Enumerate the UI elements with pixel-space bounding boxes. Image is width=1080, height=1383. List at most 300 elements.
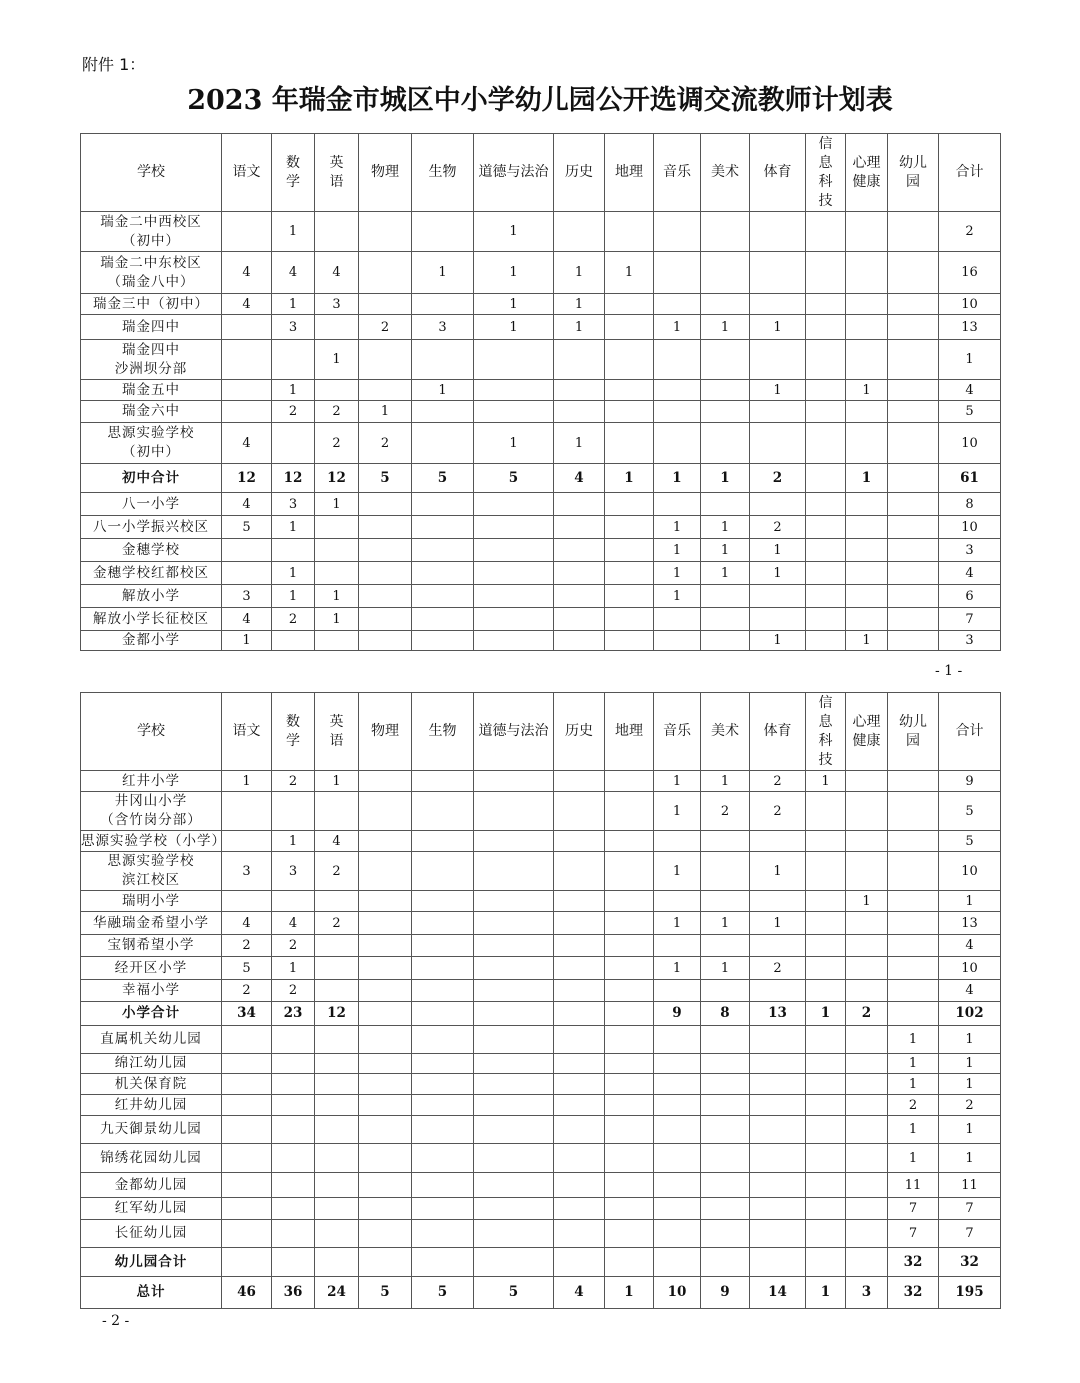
cell-value: 8 <box>939 493 1001 516</box>
cell-value <box>846 1248 888 1277</box>
cell-value <box>272 1116 315 1144</box>
school-name: 思源实验学校 （初中） <box>81 423 222 464</box>
cell-value <box>888 852 939 891</box>
cell-value <box>272 539 315 562</box>
cell-value <box>554 401 605 423</box>
cell-value <box>701 1198 750 1220</box>
cell-value <box>806 464 846 493</box>
cell-value <box>554 980 605 1002</box>
cell-value <box>222 539 272 562</box>
table-row <box>81 380 1001 401</box>
cell-value <box>654 1074 701 1095</box>
cell-value <box>554 1220 605 1248</box>
cell-value <box>846 585 888 608</box>
table-row <box>81 912 1001 935</box>
cell-value <box>412 1220 474 1248</box>
cell-value <box>474 340 554 380</box>
cell-value <box>750 423 806 464</box>
table-row <box>81 957 1001 980</box>
cell-value <box>750 1248 806 1277</box>
cell-value <box>654 980 701 1002</box>
cell-value <box>806 1248 846 1277</box>
cell-value <box>846 1054 888 1074</box>
cell-value <box>272 1026 315 1054</box>
column-header: 幼儿 园 <box>888 134 939 212</box>
column-header: 数 学 <box>272 134 315 212</box>
cell-value <box>888 562 939 585</box>
cell-value: 2 <box>750 792 806 831</box>
cell-value <box>474 935 554 957</box>
cell-value <box>806 252 846 294</box>
cell-value: 32 <box>888 1277 939 1309</box>
cell-value: 24 <box>315 1277 359 1309</box>
cell-value <box>554 912 605 935</box>
cell-value: 1 <box>701 771 750 792</box>
school-name: 金穗学校 <box>81 539 222 562</box>
cell-value <box>806 608 846 631</box>
cell-value <box>222 1116 272 1144</box>
cell-value <box>359 935 412 957</box>
table-row <box>81 1144 1001 1173</box>
cell-value: 3 <box>412 315 474 340</box>
cell-value: 1 <box>315 585 359 608</box>
cell-value <box>846 401 888 423</box>
cell-value <box>846 1116 888 1144</box>
cell-value <box>474 852 554 891</box>
cell-value <box>412 423 474 464</box>
cell-value <box>474 380 554 401</box>
cell-value: 4 <box>554 1277 605 1309</box>
cell-value <box>888 252 939 294</box>
cell-value <box>605 1095 654 1116</box>
cell-value: 1 <box>939 1144 1001 1173</box>
cell-value <box>412 1144 474 1173</box>
cell-value: 1 <box>222 631 272 651</box>
cell-value <box>272 1173 315 1198</box>
cell-value: 1 <box>846 891 888 912</box>
column-header: 道德与法治 <box>474 693 554 771</box>
cell-value <box>806 631 846 651</box>
cell-value <box>412 294 474 315</box>
cell-value: 1 <box>474 294 554 315</box>
cell-value <box>222 1173 272 1198</box>
cell-value <box>474 401 554 423</box>
cell-value <box>222 401 272 423</box>
cell-value <box>474 539 554 562</box>
cell-value <box>806 516 846 539</box>
cell-value: 5 <box>412 464 474 493</box>
cell-value <box>412 516 474 539</box>
cell-value <box>605 1220 654 1248</box>
cell-value <box>701 423 750 464</box>
cell-value <box>806 980 846 1002</box>
cell-value: 3 <box>272 852 315 891</box>
cell-value <box>750 585 806 608</box>
cell-value <box>806 1074 846 1095</box>
cell-value: 1 <box>701 912 750 935</box>
cell-value: 1 <box>701 562 750 585</box>
cell-value <box>846 912 888 935</box>
cell-value <box>846 1074 888 1095</box>
cell-value <box>412 1002 474 1026</box>
table-row <box>81 631 1001 651</box>
cell-value <box>806 891 846 912</box>
cell-value <box>412 771 474 792</box>
cell-value <box>701 401 750 423</box>
cell-value <box>359 771 412 792</box>
cell-value <box>474 608 554 631</box>
cell-value: 10 <box>939 516 1001 539</box>
cell-value: 2 <box>750 771 806 792</box>
table-row <box>81 980 1001 1002</box>
cell-value <box>806 1220 846 1248</box>
page-number-1: - 1 - <box>935 663 963 679</box>
table-row <box>81 1198 1001 1220</box>
cell-value <box>222 380 272 401</box>
cell-value <box>654 294 701 315</box>
cell-value: 2 <box>701 792 750 831</box>
table-row <box>81 423 1001 464</box>
cell-value: 4 <box>222 294 272 315</box>
cell-value <box>359 1026 412 1054</box>
cell-value <box>359 608 412 631</box>
cell-value: 3 <box>272 315 315 340</box>
cell-value <box>605 516 654 539</box>
cell-value <box>359 380 412 401</box>
cell-value <box>654 1220 701 1248</box>
cell-value <box>750 493 806 516</box>
cell-value: 1 <box>474 212 554 252</box>
cell-value <box>359 1248 412 1277</box>
cell-value: 4 <box>315 252 359 294</box>
cell-value <box>474 771 554 792</box>
cell-value <box>359 631 412 651</box>
table-row <box>81 493 1001 516</box>
cell-value <box>222 1095 272 1116</box>
cell-value: 34 <box>222 1002 272 1026</box>
cell-value <box>474 891 554 912</box>
cell-value <box>750 1198 806 1220</box>
cell-value <box>315 1026 359 1054</box>
column-header: 道德与法治 <box>474 134 554 212</box>
cell-value <box>359 562 412 585</box>
cell-value: 2 <box>315 423 359 464</box>
cell-value <box>846 935 888 957</box>
cell-value: 1 <box>654 464 701 493</box>
school-name: 瑞金三中（初中） <box>81 294 222 315</box>
cell-value <box>605 852 654 891</box>
cell-value: 1 <box>750 539 806 562</box>
cell-value: 5 <box>939 401 1001 423</box>
cell-value <box>359 493 412 516</box>
cell-value <box>846 1144 888 1173</box>
cell-value <box>888 585 939 608</box>
table-row <box>81 252 1001 294</box>
cell-value <box>701 1248 750 1277</box>
school-name: 直属机关幼儿园 <box>81 1026 222 1054</box>
cell-value: 36 <box>272 1277 315 1309</box>
column-header: 美术 <box>701 693 750 771</box>
cell-value <box>654 935 701 957</box>
cell-value <box>359 1002 412 1026</box>
cell-value <box>359 852 412 891</box>
cell-value <box>554 852 605 891</box>
cell-value <box>474 1002 554 1026</box>
cell-value <box>846 294 888 315</box>
cell-value: 10 <box>939 294 1001 315</box>
cell-value <box>846 980 888 1002</box>
cell-value <box>554 957 605 980</box>
cell-value: 1 <box>272 294 315 315</box>
cell-value <box>806 1198 846 1220</box>
cell-value: 1 <box>846 380 888 401</box>
cell-value <box>654 423 701 464</box>
table-row <box>81 1074 1001 1095</box>
cell-value: 10 <box>939 957 1001 980</box>
cell-value <box>888 212 939 252</box>
cell-value <box>888 1002 939 1026</box>
cell-value: 1 <box>750 912 806 935</box>
cell-value: 1 <box>939 1074 1001 1095</box>
cell-value: 4 <box>222 423 272 464</box>
cell-value <box>605 935 654 957</box>
cell-value <box>554 935 605 957</box>
cell-value <box>359 891 412 912</box>
cell-value <box>750 891 806 912</box>
cell-value: 1 <box>272 380 315 401</box>
subtotal-row <box>81 1277 1001 1309</box>
cell-value: 1 <box>846 464 888 493</box>
cell-value: 7 <box>939 1220 1001 1248</box>
cell-value <box>315 980 359 1002</box>
cell-value <box>315 1198 359 1220</box>
cell-value <box>315 891 359 912</box>
cell-value <box>654 1095 701 1116</box>
cell-value: 2 <box>939 212 1001 252</box>
cell-value: 1 <box>272 562 315 585</box>
cell-value: 32 <box>888 1248 939 1277</box>
cell-value: 4 <box>554 464 605 493</box>
cell-value <box>605 1002 654 1026</box>
cell-value <box>222 315 272 340</box>
cell-value <box>888 294 939 315</box>
table-row <box>81 831 1001 852</box>
cell-value <box>315 562 359 585</box>
cell-value <box>474 1173 554 1198</box>
cell-value: 5 <box>474 464 554 493</box>
cell-value <box>750 608 806 631</box>
column-header: 音乐 <box>654 693 701 771</box>
column-header: 学校 <box>81 693 222 771</box>
cell-value <box>701 631 750 651</box>
cell-value <box>701 891 750 912</box>
cell-value: 2 <box>750 464 806 493</box>
cell-value <box>412 912 474 935</box>
cell-value: 1 <box>412 252 474 294</box>
cell-value <box>222 1026 272 1054</box>
column-header: 物理 <box>359 134 412 212</box>
cell-value: 1 <box>939 891 1001 912</box>
cell-value: 1 <box>888 1026 939 1054</box>
cell-value <box>888 401 939 423</box>
table-row <box>81 1220 1001 1248</box>
cell-value <box>272 792 315 831</box>
cell-value <box>315 1095 359 1116</box>
cell-value <box>701 340 750 380</box>
cell-value <box>359 294 412 315</box>
cell-value <box>554 792 605 831</box>
cell-value <box>359 1116 412 1144</box>
cell-value <box>412 1116 474 1144</box>
cell-value <box>359 957 412 980</box>
cell-value <box>750 252 806 294</box>
cell-value <box>412 792 474 831</box>
cell-value <box>359 1198 412 1220</box>
cell-value <box>846 493 888 516</box>
cell-value <box>412 608 474 631</box>
cell-value <box>750 935 806 957</box>
cell-value <box>605 1116 654 1144</box>
table-row <box>81 891 1001 912</box>
cell-value <box>272 1074 315 1095</box>
cell-value <box>222 340 272 380</box>
school-name: 锦绣花园幼儿园 <box>81 1144 222 1173</box>
cell-value <box>605 1026 654 1054</box>
cell-value <box>888 631 939 651</box>
cell-value: 4 <box>939 980 1001 1002</box>
cell-value: 13 <box>939 315 1001 340</box>
column-header: 历史 <box>554 693 605 771</box>
cell-value <box>315 957 359 980</box>
cell-value <box>474 792 554 831</box>
cell-value <box>359 516 412 539</box>
cell-value <box>806 212 846 252</box>
cell-value <box>888 771 939 792</box>
cell-value <box>474 1248 554 1277</box>
cell-value <box>412 401 474 423</box>
cell-value <box>846 340 888 380</box>
cell-value <box>222 891 272 912</box>
cell-value <box>272 891 315 912</box>
cell-value <box>605 562 654 585</box>
cell-value <box>222 792 272 831</box>
cell-value: 1 <box>701 315 750 340</box>
cell-value <box>605 539 654 562</box>
cell-value: 14 <box>750 1277 806 1309</box>
cell-value <box>750 831 806 852</box>
cell-value: 4 <box>272 252 315 294</box>
table-row <box>81 771 1001 792</box>
cell-value <box>888 539 939 562</box>
cell-value <box>750 1173 806 1198</box>
cell-value <box>412 1248 474 1277</box>
cell-value: 1 <box>272 831 315 852</box>
cell-value: 1 <box>272 585 315 608</box>
table-row <box>81 792 1001 831</box>
cell-value <box>806 935 846 957</box>
cell-value <box>605 980 654 1002</box>
column-header: 英 语 <box>315 693 359 771</box>
cell-value <box>474 1144 554 1173</box>
cell-value <box>222 1220 272 1248</box>
cell-value: 61 <box>939 464 1001 493</box>
cell-value <box>272 1054 315 1074</box>
cell-value <box>412 1173 474 1198</box>
cell-value <box>605 792 654 831</box>
cell-value <box>412 957 474 980</box>
cell-value: 1 <box>939 1054 1001 1074</box>
cell-value <box>605 771 654 792</box>
cell-value: 1 <box>605 464 654 493</box>
cell-value: 4 <box>222 252 272 294</box>
cell-value <box>315 1054 359 1074</box>
cell-value <box>605 912 654 935</box>
cell-value: 3 <box>222 585 272 608</box>
document-title: 2023 年瑞金市城区中小学幼儿园公开选调交流教师计划表 <box>187 85 893 116</box>
cell-value <box>654 608 701 631</box>
cell-value: 1 <box>701 516 750 539</box>
school-name: 瑞金二中东校区 （瑞金八中） <box>81 252 222 294</box>
school-name: 初中合计 <box>81 464 222 493</box>
cell-value: 1 <box>654 912 701 935</box>
column-header: 学校 <box>81 134 222 212</box>
cell-value <box>806 1026 846 1054</box>
cell-value <box>888 608 939 631</box>
cell-value: 1 <box>315 608 359 631</box>
cell-value <box>554 340 605 380</box>
cell-value <box>701 1220 750 1248</box>
cell-value: 1 <box>272 516 315 539</box>
cell-value: 1 <box>474 423 554 464</box>
cell-value: 1 <box>701 464 750 493</box>
cell-value: 2 <box>315 401 359 423</box>
school-name: 长征幼儿园 <box>81 1220 222 1248</box>
cell-value <box>222 1144 272 1173</box>
cell-value: 10 <box>654 1277 701 1309</box>
cell-value <box>605 401 654 423</box>
cell-value <box>272 1144 315 1173</box>
cell-value <box>272 1220 315 1248</box>
cell-value: 2 <box>222 935 272 957</box>
cell-value <box>605 294 654 315</box>
cell-value <box>888 516 939 539</box>
cell-value <box>315 315 359 340</box>
cell-value <box>554 516 605 539</box>
cell-value <box>554 539 605 562</box>
table-row <box>81 294 1001 315</box>
attachment-label: 附件 1： <box>82 55 146 74</box>
cell-value: 1 <box>654 852 701 891</box>
cell-value: 2 <box>272 935 315 957</box>
cell-value: 7 <box>888 1198 939 1220</box>
cell-value <box>412 212 474 252</box>
cell-value: 3 <box>272 493 315 516</box>
cell-value: 4 <box>939 380 1001 401</box>
cell-value <box>888 380 939 401</box>
cell-value <box>272 1198 315 1220</box>
cell-value <box>701 294 750 315</box>
cell-value <box>412 1095 474 1116</box>
cell-value <box>315 212 359 252</box>
cell-value <box>750 212 806 252</box>
cell-value <box>554 771 605 792</box>
cell-value: 2 <box>272 401 315 423</box>
cell-value: 11 <box>888 1173 939 1198</box>
cell-value: 2 <box>939 1095 1001 1116</box>
school-name: 思源实验学校（小学） <box>81 831 222 852</box>
cell-value <box>359 1054 412 1074</box>
cell-value <box>474 912 554 935</box>
